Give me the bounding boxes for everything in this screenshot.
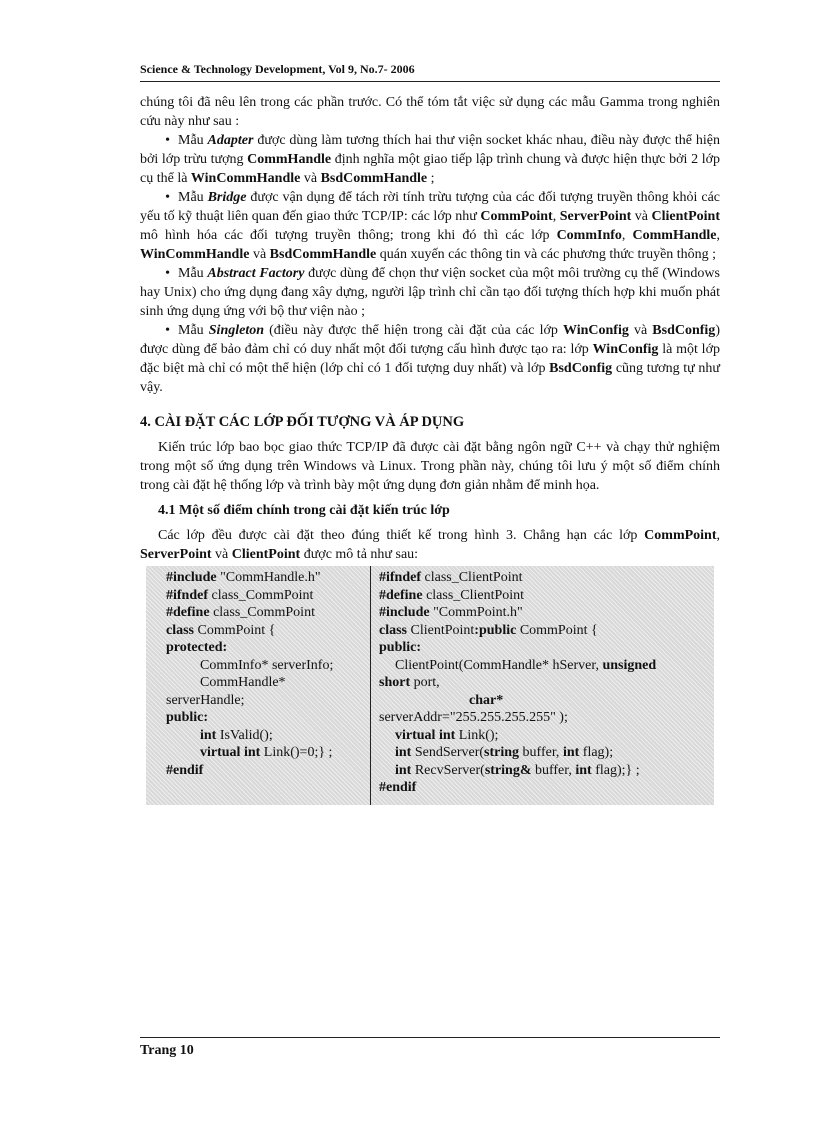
code-line: #ifndef class_CommPoint	[166, 587, 314, 603]
code-line: #endif	[166, 762, 204, 778]
code-line: int RecvServer(string& buffer, int flag);} ;	[395, 762, 640, 778]
code-line: #endif	[379, 780, 417, 795]
bullet-singleton: • Mẫu Singleton (điều này được thể hiện trong cài đặt của các lớp WinConfig và BsdConfig) được dùng để bảo đảm chỉ có duy nhất một đối tượng cấu hình được tạo ra: lớp WinConfig là một lớp đặc biệt mà chỉ có một thể hiện (lớp chỉ có 1 đối tượng duy nhất) và lớp BsdConfig cũng tương tự như vậy.	[140, 323, 720, 395]
code-commpoint	[146, 566, 371, 805]
code-line: #define class_CommPoint	[166, 605, 315, 620]
pattern-name: Bridge	[207, 190, 247, 205]
running-header: Science & Technology Development, Vol 9, No.7- 2006	[140, 62, 720, 82]
bullet-dot-icon: •	[165, 266, 170, 281]
section-4-heading: 4. CÀI ĐẶT CÁC LỚP ĐỐI TƯỢNG VÀ ÁP DỤNG	[140, 414, 465, 430]
page-footer: Trang 10	[140, 1037, 720, 1059]
code-line: short port,	[379, 675, 440, 690]
pattern-name: Adapter	[207, 133, 254, 148]
code-line: virtual int Link();	[395, 727, 499, 743]
code-line: class ClientPoint:public CommPoint {	[379, 622, 598, 638]
code-line: CommHandle*	[200, 675, 286, 690]
bullet-dot-icon: •	[165, 190, 170, 205]
bullet-abstract-factory: • Mẫu Abstract Factory được dùng để chọn thư viện socket của một môi trường cụ thể (Windows hay Unix) cho ứng dụng đang xây dựng, người lập trình chỉ cần tạo đối tượng thích hợp khi muốn phát sinh ứng dụng ứng với bộ thư viện nào ;	[140, 266, 720, 319]
code-line: #include "CommPoint.h"	[379, 605, 523, 620]
code-line: int IsValid();	[200, 727, 273, 743]
code-line: protected:	[166, 640, 228, 655]
page-body	[140, 93, 720, 805]
code-line: CommInfo* serverInfo;	[200, 657, 334, 673]
pattern-name: Singleton	[208, 323, 265, 338]
pattern-name: Abstract Factory	[207, 266, 305, 281]
section-4-1-paragraph: Các lớp đều được cài đặt theo đúng thiết kế trong hình 3. Chẳng hạn các lớp CommPoint, ServerPoint và ClientPoint được mô tả như sau:	[140, 528, 720, 562]
code-line: #include "CommHandle.h"	[166, 570, 321, 585]
code-line: #ifndef class_ClientPoint	[379, 570, 523, 585]
bullet-dot-icon: •	[165, 323, 170, 338]
bullet-adapter: • Mẫu Adapter được dùng làm tương thích hai thư viện socket khác nhau, điều này được thể hiện bởi lớp trừu tượng CommHandle định nghĩa một giao tiếp lập trình chung và được hiện thực bởi 2 lớp cụ thể là WinCommHandle và BsdCommHandle ;	[140, 133, 720, 186]
code-line: ClientPoint(CommHandle* hServer, unsigned	[395, 657, 657, 673]
section-4-paragraph: Kiến trúc lớp bao bọc giao thức TCP/IP đã được cài đặt bằng ngôn ngữ C++ và chạy thử nghiệm trong một số ứng dụng trên Windows và Linux. Trong phần này, chúng tôi lưu ý một số điểm chính trong cài đặt hệ thống lớp và trình bày một ứng dụng đơn giản nhằm để minh họa.	[140, 440, 720, 493]
code-line: serverAddr="255.255.255.255" );	[379, 710, 568, 725]
code-line: #define class_ClientPoint	[379, 587, 525, 603]
intro-paragraph: chúng tôi đã nêu lên trong các phần trước. Có thể tóm tắt việc sử dụng các mẫu Gamma trong nghiên cứu này như sau :	[140, 95, 720, 129]
bullet-dot-icon: •	[165, 133, 170, 148]
code-clientpoint	[371, 566, 715, 805]
section-4-1-heading: 4.1 Một số điểm chính trong cài đặt kiến trúc lớp	[158, 503, 450, 518]
code-line: public:	[166, 710, 209, 725]
code-line: char*	[469, 692, 504, 708]
code-line: public:	[379, 640, 422, 655]
bullet-bridge: • Mẫu Bridge được vận dụng để tách rời tính trừu tượng của các đối tượng truyền thông khỏi các yếu tố kỹ thuật liên quan đến giao thức TCP/IP: các lớp như CommPoint, ServerPoint và ClientPoint mô hình hóa các đối tượng truyền thông; trong khi đó thì các lớp CommInfo, CommHandle, WinCommHandle và BsdCommHandle quán xuyến các thông tin và các phương thức truyền thông ;	[140, 190, 721, 262]
code-line: virtual int Link()=0;} ;	[200, 745, 333, 760]
code-line: class CommPoint {	[166, 622, 276, 638]
code-listing-table	[146, 566, 714, 805]
code-line: serverHandle;	[166, 692, 245, 708]
code-line: int SendServer(string buffer, int flag);	[395, 745, 614, 760]
